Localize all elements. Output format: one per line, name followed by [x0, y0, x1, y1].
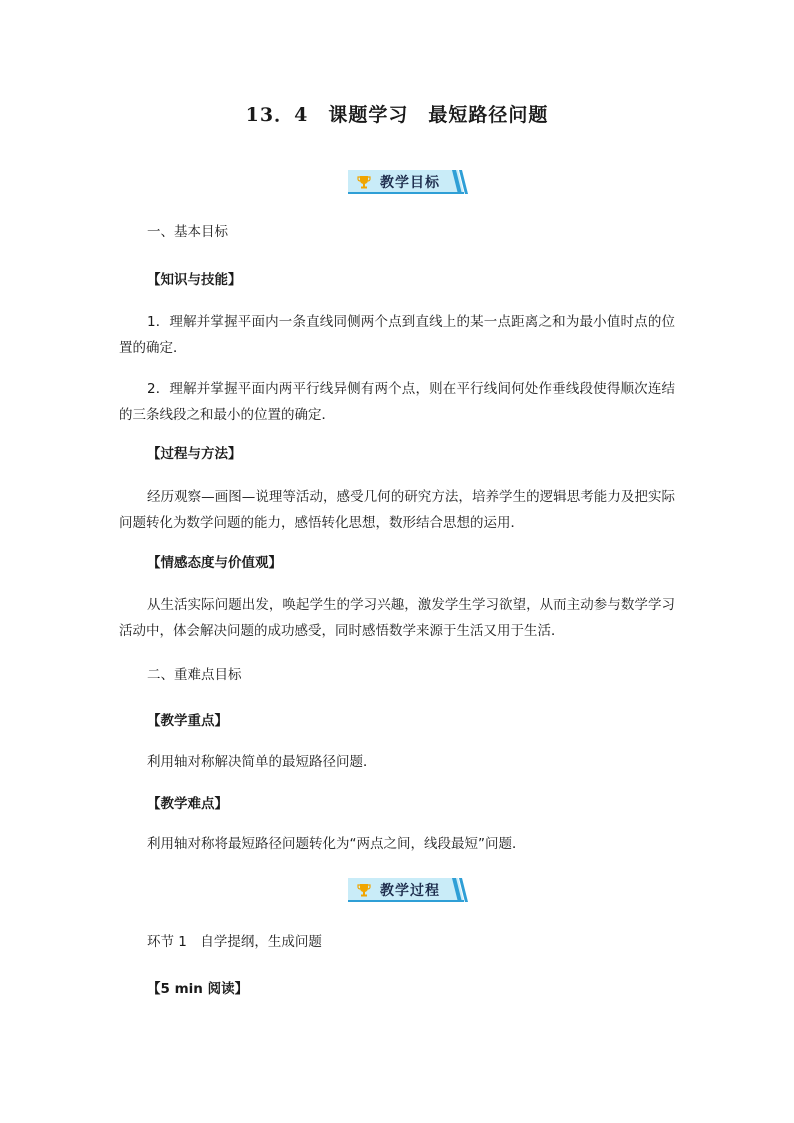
step-1-heading: 环节 1 自学提纲，生成问题 — [147, 934, 322, 950]
process-methods-heading: 【过程与方法】 — [147, 446, 242, 462]
key-point-heading: 【教学重点】 — [147, 713, 228, 729]
banner-label: 教学目标 — [380, 175, 440, 191]
reading-label: 【5 min 阅读】 — [147, 981, 249, 997]
page-title: 13．4 课题学习 最短路径问题 — [245, 104, 549, 126]
knowledge-skills-heading: 【知识与技能】 — [147, 272, 242, 288]
banner-label: 教学过程 — [380, 883, 440, 899]
goal-point-1: 1．理解并掌握平面内一条直线同侧两个点到直线上的某一点距离之和为最小值时点的位置的确定． — [119, 314, 675, 356]
key-point-text: 利用轴对称解决简单的最短路径问题． — [147, 754, 377, 770]
difficulty-heading: 【教学难点】 — [147, 796, 228, 812]
goal-point-2: 2．理解并掌握平面内两平行线异侧有两个点，则在平行线间何处作垂线段使得顺次连结的三条线段之和最小的位置的确定． — [119, 381, 675, 423]
emotion-heading: 【情感态度与价值观】 — [147, 555, 282, 571]
section-banner-process — [348, 878, 470, 902]
trophy-icon — [357, 883, 371, 897]
basic-goals-heading: 一、基本目标 — [147, 224, 228, 240]
process-methods-text: 经历观察—画图—说理等活动，感受几何的研究方法，培养学生的逻辑思考能力及把实际问题转化为数学问题的能力，感悟转化思想，数形结合思想的运用． — [119, 489, 675, 531]
key-goals-heading: 二、重难点目标 — [147, 667, 242, 683]
difficulty-text: 利用轴对称将最短路径问题转化为“两点之间，线段最短”问题． — [147, 836, 526, 852]
emotion-text: 从生活实际问题出发，唤起学生的学习兴趣，激发学生学习欲望，从而主动参与数学学习活动中，体会解决问题的成功感受，同时感悟数学来源于生活又用于生活． — [119, 597, 675, 639]
section-banner-objectives — [348, 170, 470, 194]
trophy-icon — [357, 175, 371, 189]
